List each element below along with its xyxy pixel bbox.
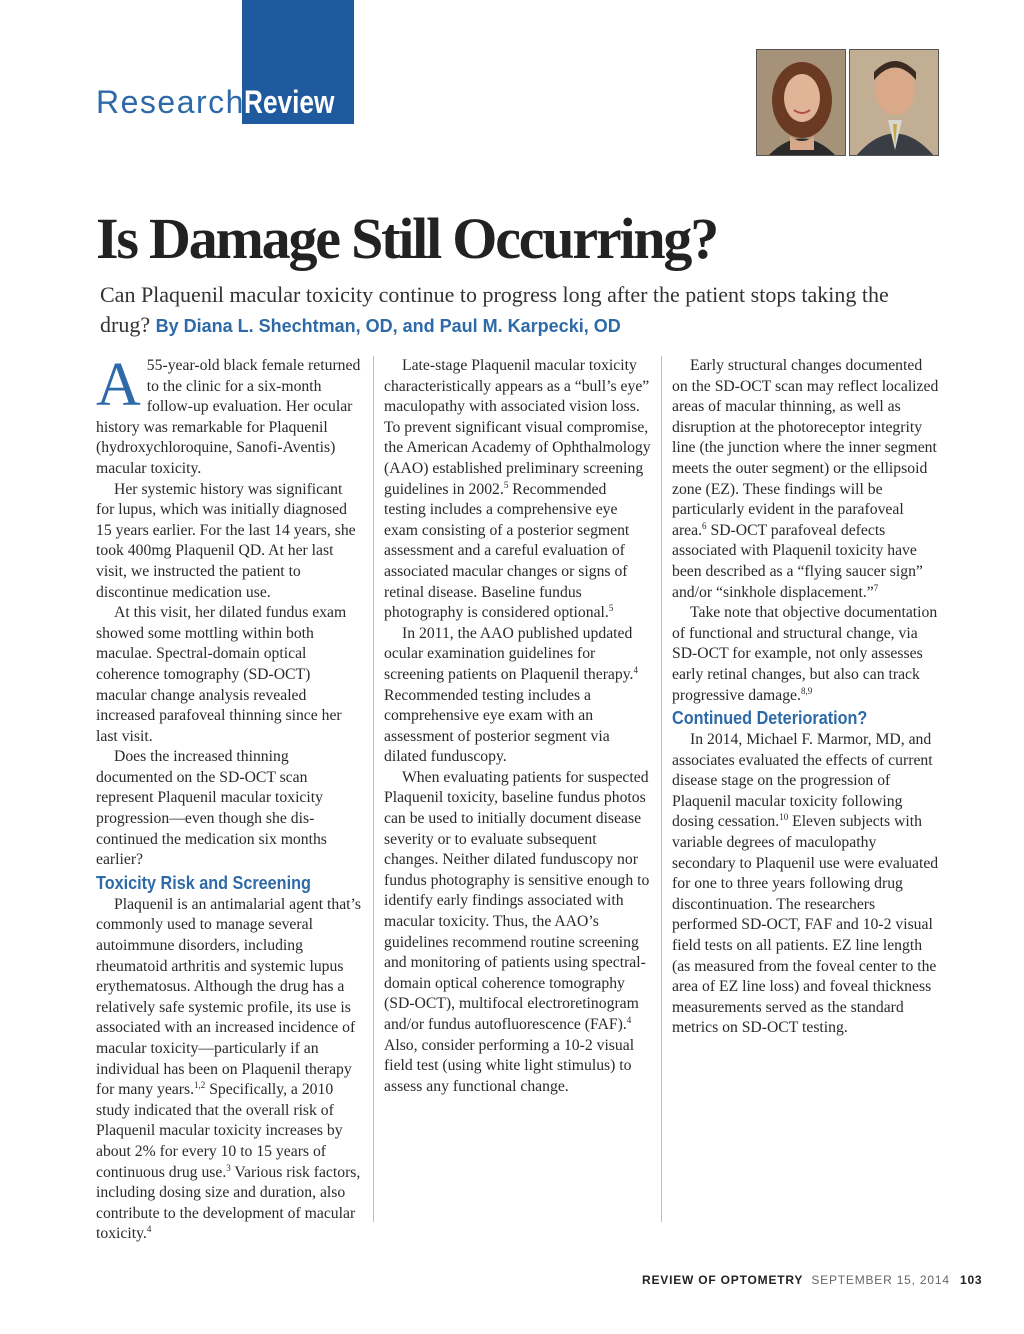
page-number: 103 bbox=[959, 1273, 983, 1287]
issue-date: SEPTEMBER 15, 2014 bbox=[811, 1273, 950, 1287]
body-paragraph: Her systemic history was significant for lupus, which was initially diagnosed 15 years earlier. For the last 14 years, she took 400mg Plaquenil QD. At her last visit, we instructed the patient to discontinue medication use. bbox=[96, 480, 356, 601]
body-paragraph: In 2011, the AAO published updated ocular examination guidelines for screening patients on Plaquenil therapy.$^4$ Recommended testing includes a comprehensive eye exam with an assessment of posterior segment via dilated funduscopy. bbox=[384, 624, 638, 766]
article-title: Is Damage Still Occurring? bbox=[96, 206, 718, 271]
author-photo-man bbox=[849, 49, 939, 156]
section-label bbox=[96, 84, 335, 121]
article-deck bbox=[100, 280, 920, 341]
section-heading: Toxicity Risk and Screening bbox=[96, 872, 311, 893]
body-paragraph: When evaluating patients for suspected Plaquenil toxicity, baseline fundus photos can be used to initially document disease severity or to evaluate subsequent changes. Neither dilated funduscopy nor fundus photography is sensitive enough to identify early findings associated with macular toxicity. Thus, the AAO’s guidelines recommend routine screening and monitoring of patients using spectral-domain optical coherence tomography (SD-OCT), multifocal electroretinogram and/or fundus autofluorescence (FAF).$^4$ Also, consider performing a 10-2 visual field test (using white light stimulus) to assess any functional change. bbox=[384, 768, 650, 1095]
body-paragraph: Does the increased thinning documented on the SD-OCT scan represent Plaquenil macular toxicity progression—even though she discontinued the medication six months earlier? bbox=[96, 748, 327, 869]
article-column-2 bbox=[384, 356, 652, 1097]
page-footer bbox=[642, 1273, 982, 1287]
intro-paragraph: A 55-year-old black female returned to the clinic for a six-month follow-up evaluation. Her ocular history was remarkable for Plaquenil (hydroxychloroquine, Sanofi-Aventis) macular toxicity. bbox=[96, 351, 361, 477]
author-photo-woman bbox=[756, 49, 846, 156]
column-divider bbox=[373, 356, 374, 1222]
article-column-1 bbox=[96, 351, 364, 1245]
section-heading: Continued Deterioration? bbox=[672, 708, 868, 729]
publication-name: REVIEW OF OPTOMETRY bbox=[642, 1273, 804, 1287]
body-paragraph: In 2014, Michael F. Marmor, MD, and associates evaluated the effects of current disease stage on the progression of Plaquenil macular toxicity following dosing cessation.$^{10}$ Eleven subjects with variable degrees of maculopathy secondary to Plaquenil use were evaluated for one to three years following drug discontinuation. The researchers performed SD-OCT, FAF and 10-2 visual field tests on all patients. EZ line length (as measured from the foveal center to the area of EZ line loss) and foveal thickness measurements served as the standard metrics on SD-OCT testing. bbox=[672, 731, 939, 1037]
column-divider bbox=[661, 356, 662, 1222]
dropcap: A bbox=[96, 351, 141, 419]
deck-text: Can Plaquenil macular toxicity continue to progress long after the patient stops taking the drug? bbox=[100, 282, 889, 337]
body-paragraph: Early structural changes documented on the SD-OCT scan may reflect localized areas of macular thinning, as well as disruption at the photoreceptor integrity line (the junction where the inner segment meets the outer segment) or the ellipsoid zone (EZ). These findings will be particularly evident in the parafoveal area.$^6$ SD-OCT parafoveal defects associated with Plaquenil toxicity have been described as a “flying saucer sign” and/or “sinkhole displacement.”$^7$ bbox=[672, 357, 939, 601]
byline: By Diana L. Shechtman, OD, and Paul M. Karpecki, OD bbox=[155, 316, 621, 336]
body-paragraph: Take note that objective documentation of functional and structural change, via SD-OCT for example, not only assesses early retinal changes, but also can track progressive damage.$^{8,9}$ bbox=[672, 604, 938, 704]
man-portrait-icon bbox=[850, 50, 939, 156]
body-paragraph: Plaquenil is an antimalarial agent that’s commonly used to manage several autoimmune disorders, including rheumatoid arthritis and systemic lupus erythematosus. Although the drug has a relatively safe systemic profile, its use is associated with an increased incidence of macular toxicity—particularly if an individual has been on Plaquenil therapy for many years.$^{1,2}$ Specifically, a 2010 study indicated that the overall risk of Plaquenil macular toxicity increases by about 2% for every 10 to 15 years of continuous drug use.$^3$ Various risk factors, including dosing size and duration, also contribute to the development of macular toxicity.$^4$ bbox=[96, 895, 362, 1243]
section-label-bold: Review bbox=[244, 84, 335, 120]
section-label-light: Research bbox=[96, 84, 245, 120]
body-paragraph: At this visit, her dilated fundus exam showed some mottling within both maculae. Spectral-domain optical coherence tomography (SD-OCT) macular change analysis revealed increased parafoveal thinning since her last visit. bbox=[96, 604, 347, 745]
body-paragraph: Late-stage Plaquenil macular toxicity characteristically appears as a “bull’s eye” maculopathy with associated vision loss. To prevent significant visual compromise, the American Academy of Ophthalmology (AAO) established preliminary screening guidelines in 2002.$^5$ Recommended testing includes a comprehensive eye exam consisting of a posterior segment assessment and a careful evaluation of associated macular changes or signs of retinal disease. Baseline fundus photography is considered optional.$^5$ bbox=[384, 357, 651, 622]
article-column-3 bbox=[672, 356, 940, 1039]
woman-portrait-icon bbox=[757, 50, 846, 156]
